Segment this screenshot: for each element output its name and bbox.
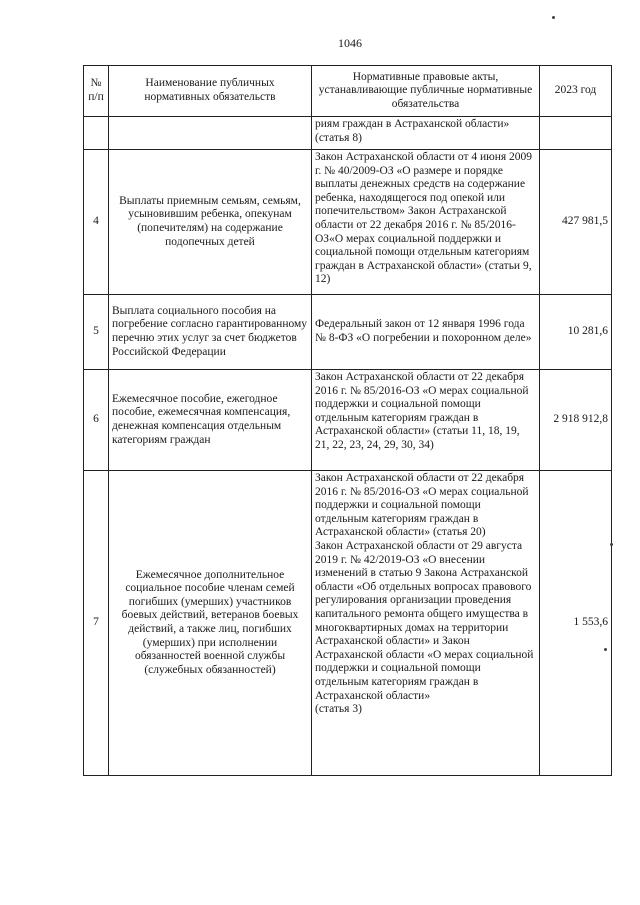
table-header-row — [84, 66, 612, 117]
row-acts: Федеральный закон от 12 января 1996 года № 8-ФЗ «О погребении и похоронном деле» — [312, 295, 540, 370]
row-name: Выплаты приемным семьям, семьям, усыновившим ребенка, опекунам (попечителям) на содержание подопечных детей — [109, 150, 312, 295]
header-name: Наименование публичных нормативных обязательств — [109, 66, 312, 117]
row-name: Выплата социального пособия на погребение согласно гарантированному перечню этих услуг за счет бюджетов Российской Федерации — [109, 295, 312, 370]
table-row — [84, 117, 612, 150]
row-amount: 1 553,6 — [540, 471, 612, 776]
row-acts: риям граждан в Астраханской области» (статья 8) — [312, 117, 540, 150]
row-name: Ежемесячное дополнительное социальное пособие членам семей погибших (умерших) участников боевых действий, ветеранов боевых действий, а также лиц, погибших (умерших) при исполнении обязанностей военной службы (служебных обязанностей) — [109, 471, 312, 776]
scan-speck — [552, 16, 555, 19]
row-acts: Закон Астраханской области от 22 декабря 2016 г. № 85/2016-ОЗ «О мерах социальной поддержки и социальной помощи отдельным категориям граждан в Астраханской области» (статьи 11, 18, 19, 21, 22, 23, 24, 29, 30, 34) — [312, 370, 540, 471]
header-num: № п/п — [84, 66, 109, 117]
row-acts-part: (статья 3) — [315, 703, 362, 716]
row-num: 6 — [84, 370, 109, 471]
row-acts: Закон Астраханской области от 4 июня 2009 г. № 40/2009-ОЗ «О размере и порядке выплаты денежных средств на содержание ребенка, находящегося под опекой или попечительством» Закон Астраханской области от 22 декабря 2016 г. № 85/2016-ОЗ«О мерах социальной поддержки и социальной помощи отдельным категориям граждан в Астраханской области» (статьи 9, 12) — [312, 150, 540, 295]
header-acts: Нормативные правовые акты, устанавливающие публичные нормативные обязательства — [312, 66, 540, 117]
table-row — [84, 295, 612, 370]
page-number: 1046 — [338, 36, 362, 50]
row-num — [84, 117, 109, 150]
table-row — [84, 370, 612, 471]
table-row — [84, 471, 612, 776]
obligations-table — [83, 65, 612, 776]
row-num: 7 — [84, 471, 109, 776]
row-name: Ежемесячное пособие, ежегодное пособие, ежемесячная компенсация, денежная компенсация отдельным категориям граждан — [109, 370, 312, 471]
header-year: 2023 год — [540, 66, 612, 117]
row-name — [109, 117, 312, 150]
row-amount: 427 981,5 — [540, 150, 612, 295]
table-row — [84, 150, 612, 295]
scan-speck — [604, 648, 607, 651]
scan-speck — [610, 543, 613, 546]
row-acts-part: Закон Астраханской области от 29 августа 2019 г. № 42/2019-ОЗ «О внесении изменений в статью 9 Закона Астраханской области «Об отдельных вопросах правового регулирования организации проведения капитального ремонта общего имущества в многоквартирных домах на территории Астраханской области» и Закон Астраханской области «О мерах социальной поддержки и социальной помощи отдельным категориям граждан в Астраханской области» — [315, 539, 534, 702]
row-num: 4 — [84, 150, 109, 295]
row-acts — [312, 471, 540, 776]
row-amount: 10 281,6 — [540, 295, 612, 370]
row-acts-part: Закон Астраханской области от 22 декабря 2016 г. № 85/2016-ОЗ «О мерах социальной поддержки и социальной помощи отдельным категориям граждан в Астраханской области» (статья 20) — [315, 472, 529, 539]
row-num: 5 — [84, 295, 109, 370]
row-amount: 2 918 912,8 — [540, 370, 612, 471]
row-amount — [540, 117, 612, 150]
